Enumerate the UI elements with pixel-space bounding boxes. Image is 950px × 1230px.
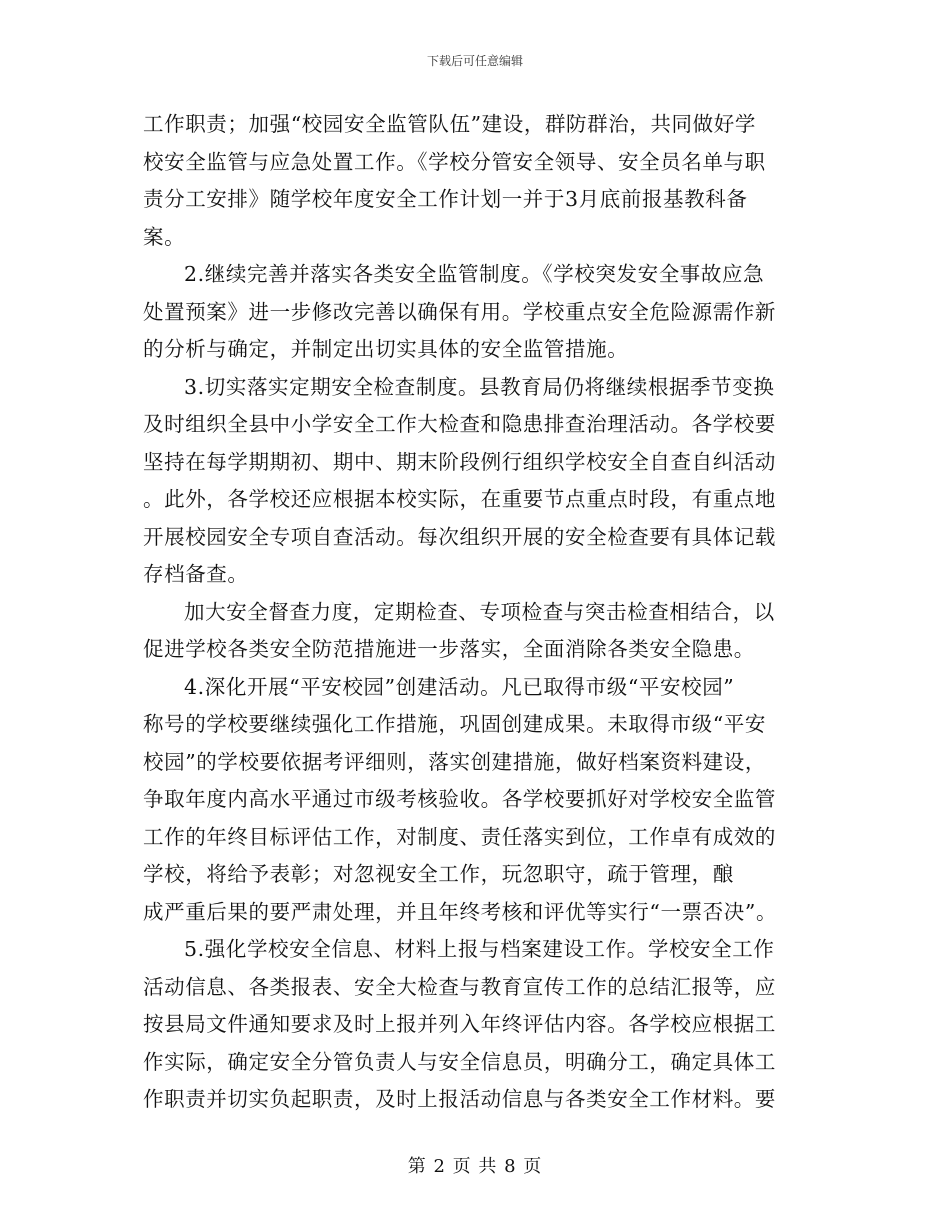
paragraph-line: 。此外，各学校还应根据本校实际，在重要节点重点时段，有重点地 bbox=[143, 487, 776, 511]
paragraph-line: 校安全监管与应急处置工作。《学校分管安全领导、安全员名单与职 bbox=[143, 149, 766, 174]
paragraph-line: 4.深化开展“平安校园”创建活动。凡已取得市级“平安校园” bbox=[184, 674, 735, 699]
paragraph-line: 开展校园安全专项自查活动。每次组织开展的安全检查要有具体记载 bbox=[143, 524, 776, 549]
paragraph-line: 责分工安排》随学校年度安全工作计划一并于3月底前报基教科备 bbox=[143, 187, 748, 211]
paragraph-line: 促进学校各类安全防范措施进一步落实，全面消除各类安全隐患。 bbox=[143, 637, 755, 661]
paragraph-line: 活动信息、各类报表、安全大检查与教育宣传工作的总结汇报等，应 bbox=[143, 974, 776, 999]
paragraph-line: 的分析与确定，并制定出切实具体的安全监管措施。 bbox=[143, 337, 629, 361]
paragraph-line: 学校，将给予表彰；对忽视安全工作，玩忽职守，疏于管理，酿 bbox=[143, 862, 734, 886]
paragraph-line: 工作职责；加强“校园安全监管队伍”建设，群防群治，共同做好学 bbox=[143, 112, 756, 136]
document-body bbox=[143, 106, 808, 1119]
paragraph-line: 3.切实落实定期安全检查制度。县教育局仍将继续根据季节变换 bbox=[184, 374, 775, 399]
paragraph-line: 处置预案》进一步修改完善以确保有用。学校重点安全危险源需作新 bbox=[143, 299, 776, 324]
paragraph-line: 校园”的学校要依据考评细则，落实创建措施，做好档案资料建设， bbox=[143, 749, 766, 774]
paragraph-line: 加大安全督查力度，定期检查、专项检查与突击检查相结合，以 bbox=[184, 599, 775, 624]
paragraph-line: 存档备查。 bbox=[143, 562, 249, 586]
paragraph-line: 按县局文件通知要求及时上报并列入年终评估内容。各学校应根据工 bbox=[143, 1012, 776, 1036]
paragraph-line: 称号的学校要继续强化工作措施，巩固创建成果。未取得市级“平安 bbox=[143, 712, 766, 736]
page-footer: 第 2 页 共 8 页 bbox=[407, 1156, 543, 1177]
paragraph-line: 5.强化学校安全信息、材料上报与档案建设工作。学校安全工作 bbox=[184, 937, 775, 961]
paragraph-line: 案。 bbox=[143, 224, 186, 249]
paragraph-line: 争取年度内高水平通过市级考核验收。各学校要抓好对学校安全监管 bbox=[143, 787, 776, 811]
paragraph-line: 作实际，确定安全分管负责人与安全信息员，明确分工，确定具体工 bbox=[143, 1049, 776, 1074]
paragraph-line: 2.继续完善并落实各类安全监管制度。《学校突发安全事故应急 bbox=[184, 262, 765, 286]
paragraph-line: 作职责并切实负起职责，及时上报活动信息与各类安全工作材料。要 bbox=[143, 1087, 776, 1111]
paragraph-line: 成严重后果的要严肃处理，并且年终考核和评优等实行“一票否决”。 bbox=[143, 899, 778, 924]
paragraph-line: 及时组织全县中小学安全工作大检查和隐患排查治理活动。各学校要 bbox=[143, 412, 776, 436]
paragraph-line: 坚持在每学期期初、期中、期末阶段例行组织学校安全自查自纠活动 bbox=[143, 449, 776, 474]
paragraph-line: 工作的年终目标评估工作，对制度、责任落实到位，工作卓有成效的 bbox=[143, 824, 776, 849]
page-header: 下载后可任意编辑 bbox=[426, 54, 523, 68]
